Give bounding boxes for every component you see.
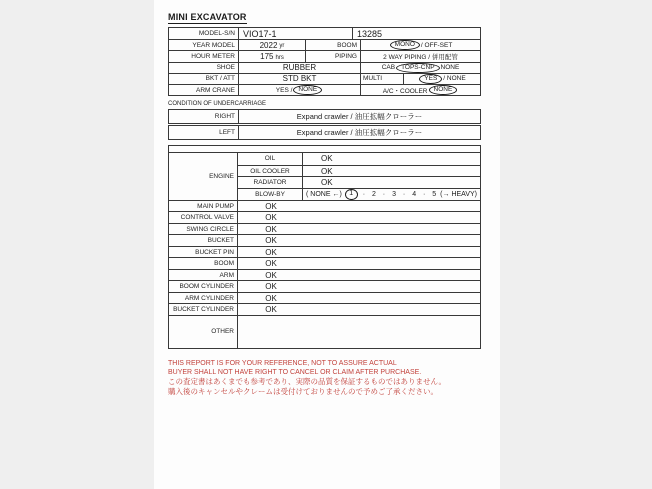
boom-cylinder-value: OK [265, 282, 277, 291]
hour-meter-label: HOUR METER [169, 51, 239, 61]
multi-yes-circled: YES [419, 74, 442, 84]
engine-block [169, 152, 480, 200]
shoe-label: SHOE [169, 63, 239, 73]
arm-crane-label: ARM CRANE [169, 85, 239, 95]
multi-value [404, 74, 480, 84]
disclaimer-line-en-1: THIS REPORT IS FOR YOUR REFERENCE, NOT TO ASSURE ACTUAL [168, 360, 397, 367]
undercarriage-section-label: CONDITION OF UNDERCARRIAGE [168, 101, 267, 107]
main-pump-value: OK [265, 201, 277, 211]
oil-value: OK [321, 154, 333, 164]
inspection-report-page [154, 0, 500, 489]
multi-label: MULTI [361, 74, 404, 84]
table-row-hour-piping [169, 50, 480, 61]
cab-none-text: NONE [440, 64, 460, 72]
year-unit: yr [279, 43, 285, 50]
boom-offset-text: / OFF-SET [420, 41, 453, 49]
table-row-radiator [238, 176, 480, 188]
table-row-bucket-cylinder: BUCKET CYLINDER OK [169, 303, 480, 315]
table-row-bkt-multi [169, 73, 480, 84]
disclaimer-line-en-2: BUYER SHALL NOT HAVE RIGHT TO CANCEL OR CLAIM AFTER PURCHASE. [168, 368, 422, 376]
shoe-value: RUBBER [239, 63, 361, 73]
table-row-boom-cylinder: BOOM CYLINDER OK [169, 280, 480, 292]
year-model-label: YEAR MODEL [169, 40, 239, 50]
disclaimer-line-jp-2: 購入後のキャンセルやクレームは受付けておりませんので予めご了承ください。 [168, 386, 438, 396]
blow-by-prefix: ( NONE ←) [306, 190, 342, 198]
table-row-swing-circle: SWING CIRCLE OK [169, 223, 480, 235]
other-label: OTHER [169, 316, 238, 348]
radiator-label: RADIATOR [238, 177, 303, 188]
page-title: MINI EXCAVATOR [168, 12, 247, 22]
undercarriage-table [168, 109, 481, 141]
blow-by-suffix: (→ HEAVY) [440, 190, 477, 198]
ac-cooler-value [361, 85, 480, 95]
engine-label: ENGINE [169, 153, 238, 200]
table-row-bucket-pin: BUCKET PIN OK [169, 246, 480, 258]
arm-cylinder-value: OK [265, 293, 277, 303]
arm-crane-none-circled: NONE [293, 85, 322, 95]
table-row-arm: ARM OK [169, 269, 480, 281]
disclaimer-line-jp-1: この査定書はあくまでも参考であり、実際の品質を保証するものではありません。 [168, 377, 446, 387]
bkt-att-label: BKT / ATT [169, 74, 239, 84]
blow-by-rating-circled: 1 [345, 189, 358, 200]
multi-none-text: / NONE [443, 75, 466, 83]
hour-value: 175 hrs [239, 51, 306, 61]
table-row-right-crawler [168, 109, 481, 124]
model-sn-label: MODEL-S/N [169, 28, 239, 39]
oil-label: OIL [238, 153, 303, 165]
cab-value [361, 63, 480, 73]
piping-label: PIPING [306, 51, 361, 61]
table-row-boom: BOOM OK [169, 257, 480, 269]
left-value: Expand crawler / 油圧拡幅クローラー [296, 128, 423, 137]
radiator-value: OK [321, 178, 333, 188]
oil-cooler-label: OIL COOLER [238, 166, 303, 177]
oil-cooler-value: OK [321, 166, 333, 176]
blow-by-label: BLOW-BY [238, 189, 303, 200]
table-row-left-crawler [168, 125, 481, 140]
blow-by-value [303, 189, 480, 200]
bkt-value: STD BKT [239, 74, 361, 84]
hour-unit: hrs [275, 54, 284, 61]
boom-mono-circled: MONO [390, 40, 420, 50]
ac-cooler-label: A/C・COOLER [382, 87, 428, 95]
model-value: VIO17-1 [239, 28, 353, 39]
boom-value: OK [265, 259, 277, 268]
table-row-armcrane-ac [169, 84, 480, 95]
table-row-main-pump: MAIN PUMP OK [169, 200, 480, 212]
table-row-other [169, 315, 480, 348]
table-row-shoe-cab [169, 62, 480, 73]
blow-by-scale: · 2 · 3 · 4 · 5 [362, 190, 437, 198]
table-row-oil-cooler [238, 165, 480, 177]
table-row-control-valve: CONTROL VALVE OK [169, 211, 480, 223]
table-row-oil [238, 153, 480, 165]
year-value: 2022 yr [239, 40, 306, 50]
right-value: Expand crawler / 油圧拡幅クローラー [296, 112, 423, 121]
bucket-cylinder-value: OK [265, 305, 277, 314]
piping-value: 2 WAY PIPING / 併用配管 [383, 53, 458, 61]
table-row-model [169, 28, 480, 39]
boom-label: BOOM [306, 40, 361, 50]
cab-text: CAB [381, 64, 396, 72]
table-row-blow-by [238, 188, 480, 200]
disclaimer-block [168, 360, 498, 396]
serial-value: 13285 [357, 28, 383, 39]
cab-tops-cnp-circled: TOPS-CNP [396, 63, 439, 73]
arm-crane-value [239, 85, 361, 95]
table-row-bucket: BUCKET OK [169, 234, 480, 246]
ac-cooler-none-circled: NONE [429, 85, 458, 95]
arm-crane-yes-text: YES / [275, 86, 293, 94]
right-label: RIGHT [169, 110, 239, 123]
engine-rows [238, 153, 480, 200]
swing-circle-value: OK [265, 224, 277, 234]
boom-value [361, 40, 480, 50]
table-row-year-boom [169, 39, 480, 50]
spec-table [168, 27, 481, 96]
other-value [238, 316, 480, 348]
condition-table [168, 145, 481, 349]
table-row-arm-cylinder: ARM CYLINDER OK [169, 292, 480, 304]
arm-value: OK [265, 270, 277, 280]
bucket-value: OK [265, 236, 277, 245]
control-valve-value: OK [265, 213, 277, 222]
bucket-pin-value: OK [265, 247, 277, 257]
left-label: LEFT [169, 126, 239, 139]
